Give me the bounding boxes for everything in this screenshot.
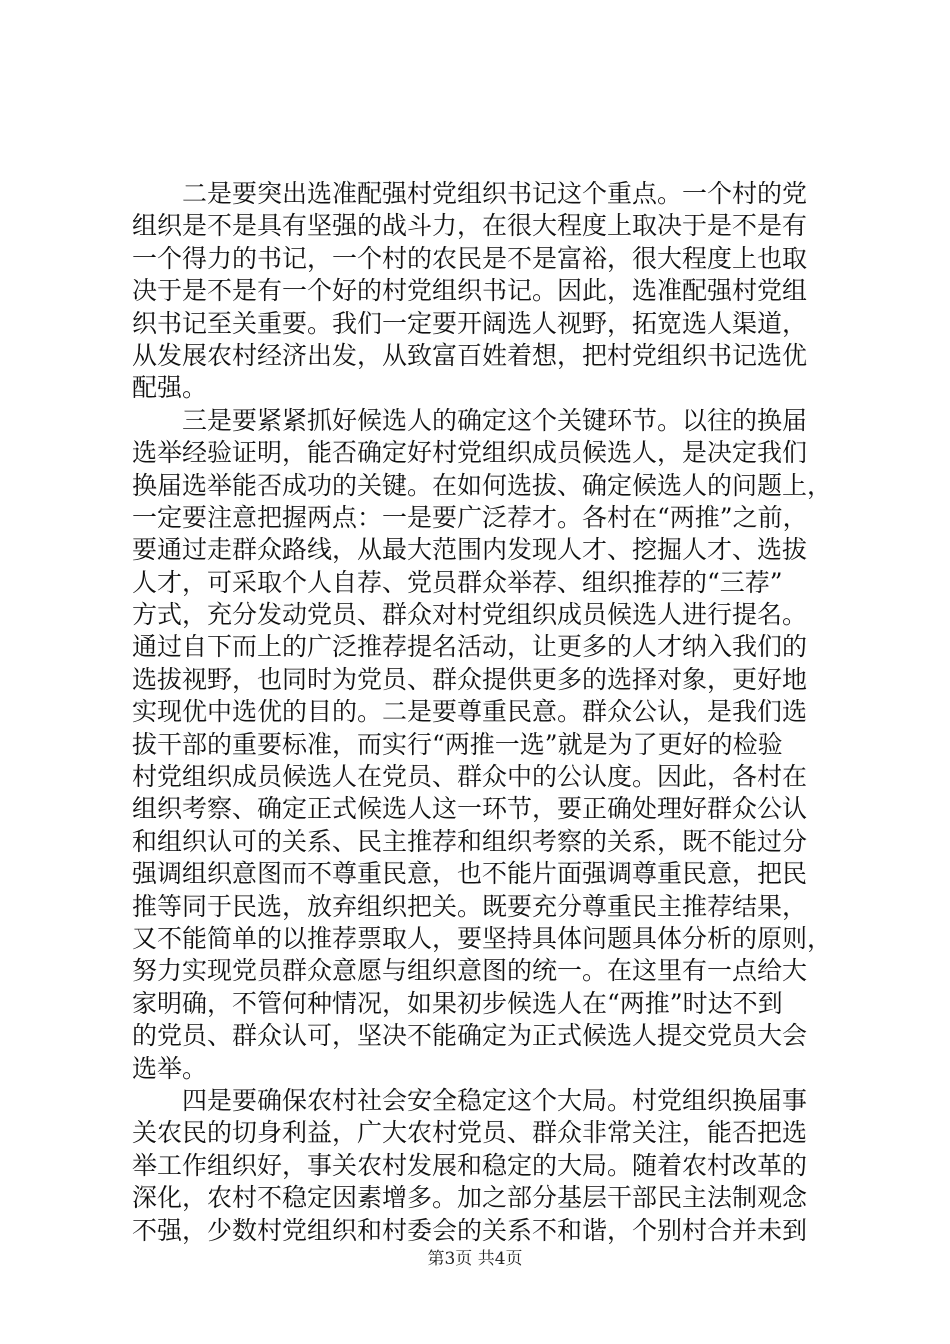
page-footer: 第3页 共4页 [427,1249,523,1269]
text-line: 从发展农村经济出发，从致富百姓着想，把村党组织书记选优 [132,340,808,370]
text-line: 三是要紧紧抓好候选人的确定这个关键环节。以往的换届 [132,405,808,435]
text-line: 推等同于民选，放弃组织把关。既要充分尊重民主推荐结果， [132,891,808,921]
text-line: 要通过走群众路线，从最大范围内发现人才、挖掘人才、选拔 [132,535,808,565]
text-line: 不强，少数村党组织和村委会的关系不和谐，个别村合并未到 [132,1215,808,1245]
text-line: 方式，充分发动党员、群众对村党组织成员候选人进行提名。 [132,600,808,630]
text-line: 强调组织意图而不尊重民意，也不能片面强调尊重民意，把民 [132,859,808,889]
text-line: 配强。 [132,373,208,403]
text-line: 又不能简单的以推荐票取人，要坚持具体问题具体分析的原则， [132,923,833,953]
text-line: 关农民的切身利益，广大农村党员、群众非常关注，能否把选 [132,1118,808,1148]
text-line: 家明确，不管何种情况，如果初步候选人在“两推”时达不到 [132,988,783,1018]
text-line: 决于是不是有一个好的村党组织书记。因此，选准配强村党组 [132,276,808,306]
text-line: 选举。 [132,1053,208,1083]
text-line: 织书记至关重要。我们一定要开阔选人视野，拓宽选人渠道， [132,308,808,338]
text-line: 选拔视野，也同时为党员、群众提供更多的选择对象，更好地 [132,664,808,694]
text-line: 实现优中选优的目的。二是要尊重民意。群众公认，是我们选 [132,697,808,727]
text-line: 和组织认可的关系、民主推荐和组织考察的关系，既不能过分 [132,826,808,856]
text-line: 组织考察、确定正式候选人这一环节，要正确处理好群众公认 [132,794,808,824]
text-line: 举工作组织好，事关农村发展和稳定的大局。随着农村改革的 [132,1150,808,1180]
text-line: 努力实现党员群众意愿与组织意图的统一。在这里有一点给大 [132,956,808,986]
text-line: 人才，可采取个人自荐、党员群众举荐、组织推荐的“三荐” [132,567,783,597]
text-line: 一个得力的书记，一个村的农民是不是富裕，很大程度上也取 [132,243,808,273]
text-line: 深化，农村不稳定因素增多。加之部分基层干部民主法制观念 [132,1183,808,1213]
text-line: 通过自下而上的广泛推荐提名活动，让更多的人才纳入我们的 [132,632,808,662]
text-line: 换届选举能否成功的关键。在如何选拔、确定候选人的问题上， [132,470,833,500]
text-line: 四是要确保农村社会安全稳定这个大局。村党组织换届事 [132,1085,808,1115]
text-line: 的党员、群众认可，坚决不能确定为正式候选人提交党员大会 [132,1021,808,1051]
text-line: 二是要突出选准配强村党组织书记这个重点。一个村的党 [132,179,808,208]
body-text [132,178,832,1247]
text-line: 组织是不是具有坚强的战斗力，在很大程度上取决于是不是有 [132,211,808,241]
text-line: 一定要注意把握两点：一是要广泛荐才。各村在“两推”之前， [132,502,808,532]
text-line: 拔干部的重要标准，而实行“两推一选”就是为了更好的检验 [132,729,783,759]
text-line: 村党组织成员候选人在党员、群众中的公认度。因此，各村在 [132,762,808,792]
text-line: 选举经验证明，能否确定好村党组织成员候选人，是决定我们 [132,438,808,468]
